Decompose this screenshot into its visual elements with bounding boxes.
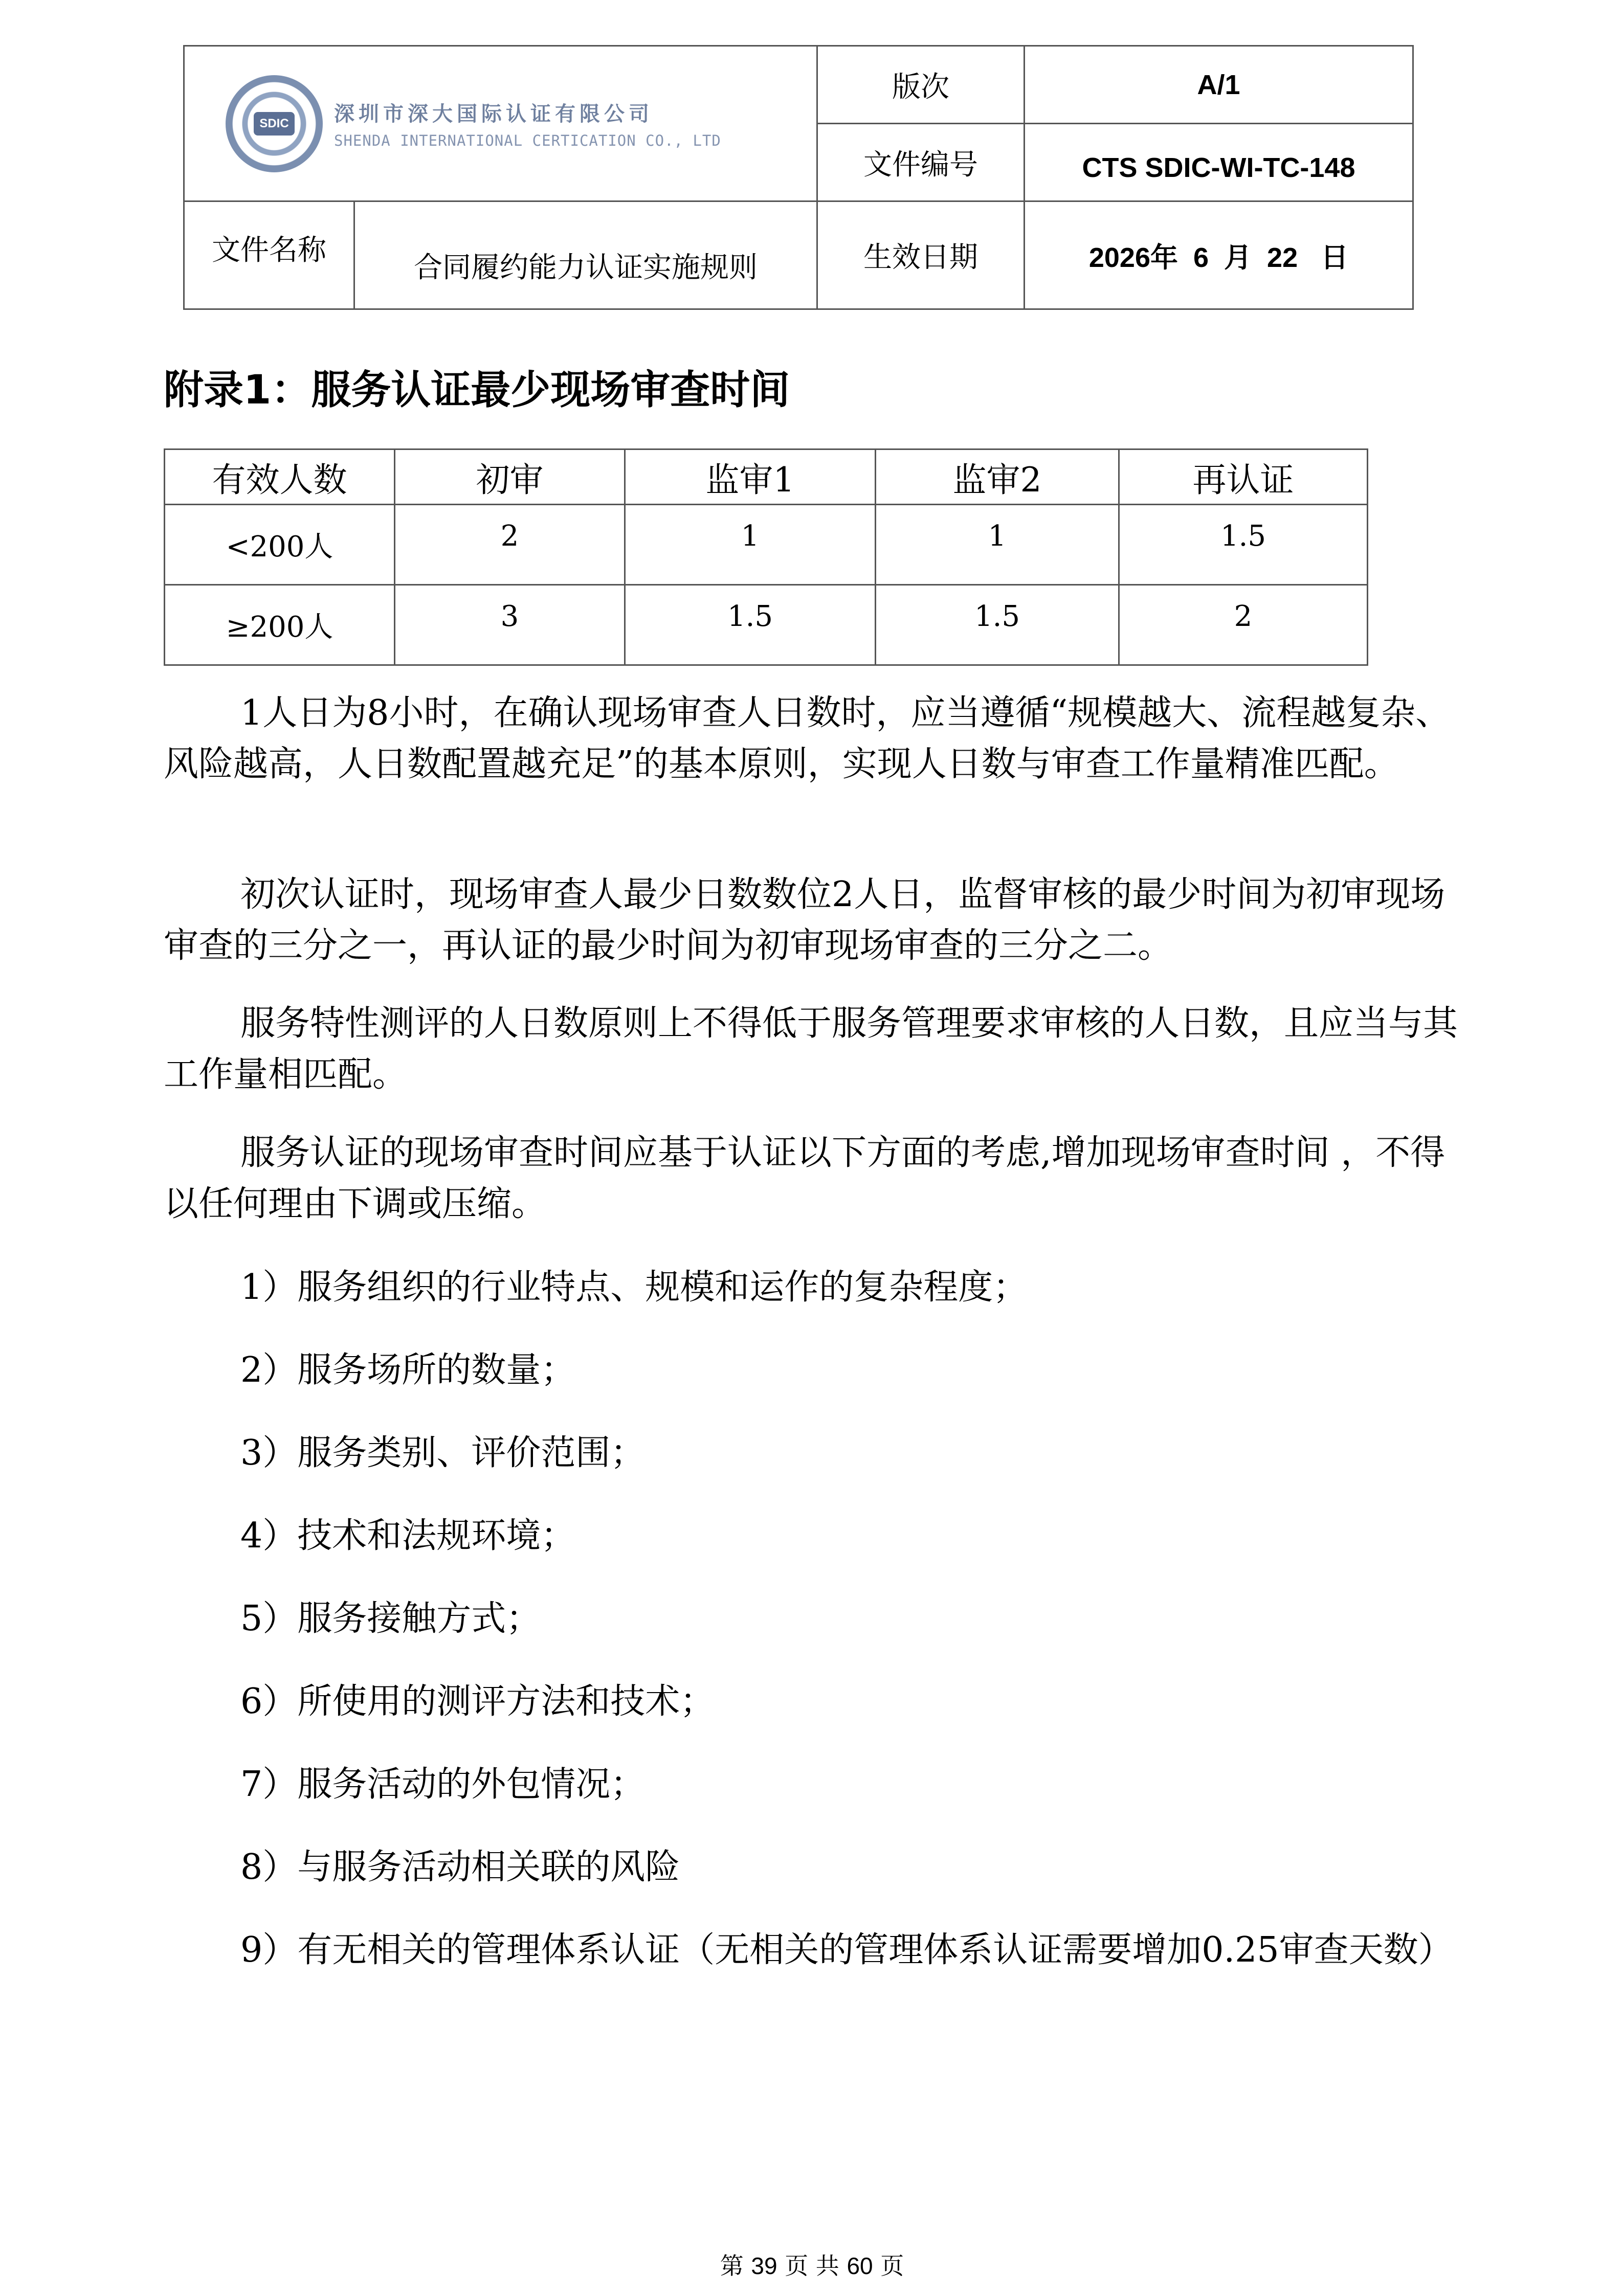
table-cell: 1.5	[1119, 505, 1368, 585]
table-cell: 2	[1119, 585, 1368, 665]
audit-time-table	[164, 448, 1368, 666]
list-item: 3）服务类别、评价范围；	[240, 1433, 646, 1473]
table-cell: 2	[395, 505, 625, 585]
appendix-title: 附录1：服务认证最少现场审查时间	[164, 367, 790, 413]
doc-name-label: 文件名称	[184, 201, 354, 309]
list-item: 4）技术和法规环境；	[240, 1516, 576, 1556]
effective-date-label: 生效日期	[817, 201, 1025, 309]
company-name-en: SHENDA INTERNATIONAL CERTICATION CO., LTD	[334, 132, 721, 149]
table-cell: 1	[876, 505, 1119, 585]
page-total: 60	[847, 2253, 873, 2279]
list-item: 5）服务接触方式；	[240, 1599, 541, 1639]
paragraph: 服务认证的现场审查时间应基于认证以下方面的考虑,增加现场审查时间 ，不得以任何理由下调或压缩。	[164, 1133, 1445, 1224]
doc-number-label: 文件编号	[817, 124, 1025, 201]
table-cell: ≥200人	[165, 585, 395, 665]
list-item: 6）所使用的测评方法和技术；	[240, 1681, 715, 1722]
table-row	[165, 585, 1368, 665]
list-item: 9）有无相关的管理体系认证（无相关的管理体系认证需要增加0.25审查天数）	[240, 1930, 1453, 1970]
table-cell: <200人	[165, 505, 395, 585]
column-header: 有效人数	[165, 449, 395, 505]
version-label: 版次	[817, 46, 1025, 124]
document-header-table	[183, 45, 1414, 310]
list-item: 8）与服务活动相关联的风险	[240, 1847, 680, 1887]
list-item: 7）服务活动的外包情况；	[240, 1764, 646, 1805]
effective-date-value: 2026年 6 月 22 日	[1025, 201, 1413, 309]
table-cell: 1	[625, 505, 876, 585]
doc-number-value: CTS SDIC-WI-TC-148	[1025, 124, 1413, 201]
company-logo-icon: SDIC	[226, 75, 323, 172]
list-item: 2）服务场所的数量；	[240, 1350, 576, 1390]
page-number: 39	[751, 2253, 777, 2279]
column-header: 初审	[395, 449, 625, 505]
paragraph: 初次认证时，现场审查人最少日数数位2人日，监督审核的最少时间为初审现场审查的三分之一，再认证的最少时间为初审现场审查的三分之二。	[164, 874, 1445, 966]
table-cell: 1.5	[876, 585, 1119, 665]
column-header: 监审1	[625, 449, 876, 505]
page-footer: 第 39 页 共 60 页	[720, 2252, 904, 2280]
column-header: 再认证	[1119, 449, 1368, 505]
paragraph: 1人日为8小时，在确认现场审查人日数时，应当遵循“规模越大、流程越复杂、风险越高，人日数配置越充足”的基本原则，实现人日数与审查工作量精准匹配。	[164, 693, 1451, 784]
company-name-cn: 深圳市深大国际认证有限公司	[334, 102, 653, 126]
table-cell: 3	[395, 585, 625, 665]
table-header-row	[165, 449, 1368, 505]
version-value: A/1	[1025, 46, 1413, 124]
company-logo-cell	[184, 46, 817, 201]
paragraph: 服务特性测评的人日数原则上不得低于服务管理要求审核的人日数，且应当与其工作量相匹配。	[164, 1003, 1458, 1095]
table-row	[165, 505, 1368, 585]
column-header: 监审2	[876, 449, 1119, 505]
table-cell: 1.5	[625, 585, 876, 665]
list-item: 1）服务组织的行业特点、规模和运作的复杂程度；	[240, 1267, 1028, 1308]
doc-name-value: 合同履约能力认证实施规则	[354, 201, 817, 309]
